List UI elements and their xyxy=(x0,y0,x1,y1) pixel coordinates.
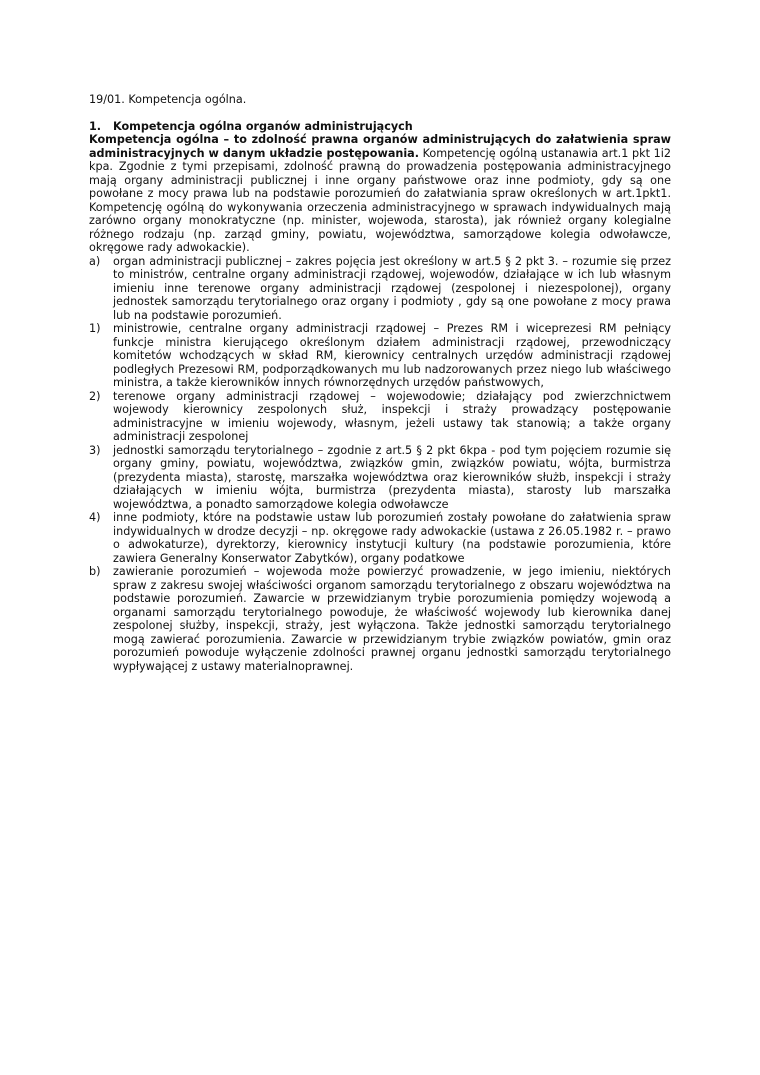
intro-paragraph xyxy=(89,133,671,255)
list-item-1 xyxy=(89,322,671,390)
intro-definition: Kompetencja ogólna – to zdolność prawna organów administrujących do załatwienia spraw administracyjnych w danym układzie postępowania. xyxy=(89,133,671,160)
document-header: 19/01. Kompetencja ogólna. xyxy=(89,93,247,106)
list-item-text: zawieranie porozumień – wojewoda może powierzyć prowadzenie, w jego imieniu, niektórych spraw z zakresu swojej właściwości organom samorządu terytorialnego z obszaru województwa na podstawie porozumień. Zawarcie w przewidzianym trybie porozumienia pomiędzy wojewodą a organami samorządu terytorialnego powoduje, że właściwość wojewody lub kierownika danej zespolonej służby, inspekcji, straży, jest wyłączona. Także jednostki samorządu terytorialnego mogą zawierać porozumienia. Zawarcie w przewidzianym trybie związków powiatów, gmin oraz porozumień powoduje wyłączenie zdolności prawnej organu jednostki samorządu terytorialnego wypływającej z ustawy materialnoprawnej. xyxy=(113,565,671,673)
list-item-3 xyxy=(89,444,671,512)
intro-text: Kompetencję ogólną ustanawia art.1 pkt 1i2 kpa. Zgodnie z tymi przepisami, zdolność prawną do prowadzenia postępowania administracyjnego mają organy administracji publicznej i inne organy państwowe oraz inne podmioty, gdy są one powołane z mocy prawa lub na podstawie porozumień do załatwiania spraw określonych w art.1pkt1. Kompetencję ogólną do wykonywania orzeczenia administracyjnego w sprawach indywidualnych mają zarówno organy monokratyczne (np. minister, wojewoda, starosta), jak również organy kolegialne różnego rodzaju (np. zarząd gminy, powiatu, województwa, samorządowe kolegia odwoławcze, okręgowe rady adwokackie). xyxy=(89,146,671,254)
list-item-text: inne podmioty, które na podstawie ustaw lub porozumień zostały powołane do załatwienia spraw indywidualnych w drodze decyzji – np. okręgowe rady adwokackie (ustawa z 26.05.1982 r. – prawo o adwokaturze), dyrektorzy, kierownicy instytucji kultury (na podstawie porozumienia, które zawiera Generalny Konserwator Zabytków), organy podatkowe xyxy=(113,511,671,565)
list-item-2 xyxy=(89,390,671,444)
list-item-text: organ administracji publicznej – zakres pojęcia jest określony w art.5 § 2 pkt 3. – rozumie się przez to ministrów, centralne organy administracji rządowej, wojewodów, działające w ich lub własnym imieniu inne terenowe organy administracji rządowej (zespolonej i niezespolonej), organy jednostek samorządu terytorialnego oraz organy i podmioty , gdy są one powołane z mocy prawa lub na podstawie porozumień. xyxy=(113,254,671,322)
list-item-4 xyxy=(89,511,671,565)
section-heading xyxy=(89,120,671,134)
document-page xyxy=(89,93,671,673)
list-marker: 1) xyxy=(89,322,101,335)
list-item-text: jednostki samorządu terytorialnego – zgodnie z art.5 § 2 pkt 6kpa - pod tym pojęciem rozumie się organy gminy, powiatu, województwa, związków gmin, związków powiatu, wójta, burmistrza (prezydenta miasta), starostę, marszałka województwa oraz kierowników służb, inspekcji i straży działających w imieniu wójta, burmistrza (prezydenta miasta), starosty lub marszałka województwa, a ponadto samorządowe kolegia odwoławcze xyxy=(113,443,671,511)
list-item-text: terenowe organy administracji rządowej – wojewodowie; działający pod zwierzchnictwem wojewody kierownicy zespolonych służ, inspekcji i straży prowadzący postępowanie administracyjne w imieniu wojewody, własnym, jeżeli ustawy tak stanowią; a także organy administracji zespolonej xyxy=(113,389,671,443)
section-number: 1. xyxy=(89,119,102,133)
list-marker: b) xyxy=(89,565,101,578)
list-item-text: ministrowie, centralne organy administracji rządowej – Prezes RM i wiceprezesi RM pełniący funkcje ministra kierującego określonym działem administracji rządowej, przewodniczący komitetów wchodzących w skład RM, kierownicy centralnych urzędów administracji rządowej podległych Prezesowi RM, podporządkowanych mu lub nadzorowanych przez niego lub właściwego ministra, a także kierowników innych równorzędnych urzędów państwowych, xyxy=(113,322,671,389)
list-item-b xyxy=(89,565,671,673)
list-item-a xyxy=(89,255,671,323)
section-title: Kompetencja ogólna organów administrujących xyxy=(113,119,413,133)
list-marker: a) xyxy=(89,254,101,268)
list-marker: 4) xyxy=(89,511,101,524)
list-marker: 3) xyxy=(89,443,101,457)
list-marker: 2) xyxy=(89,389,101,403)
